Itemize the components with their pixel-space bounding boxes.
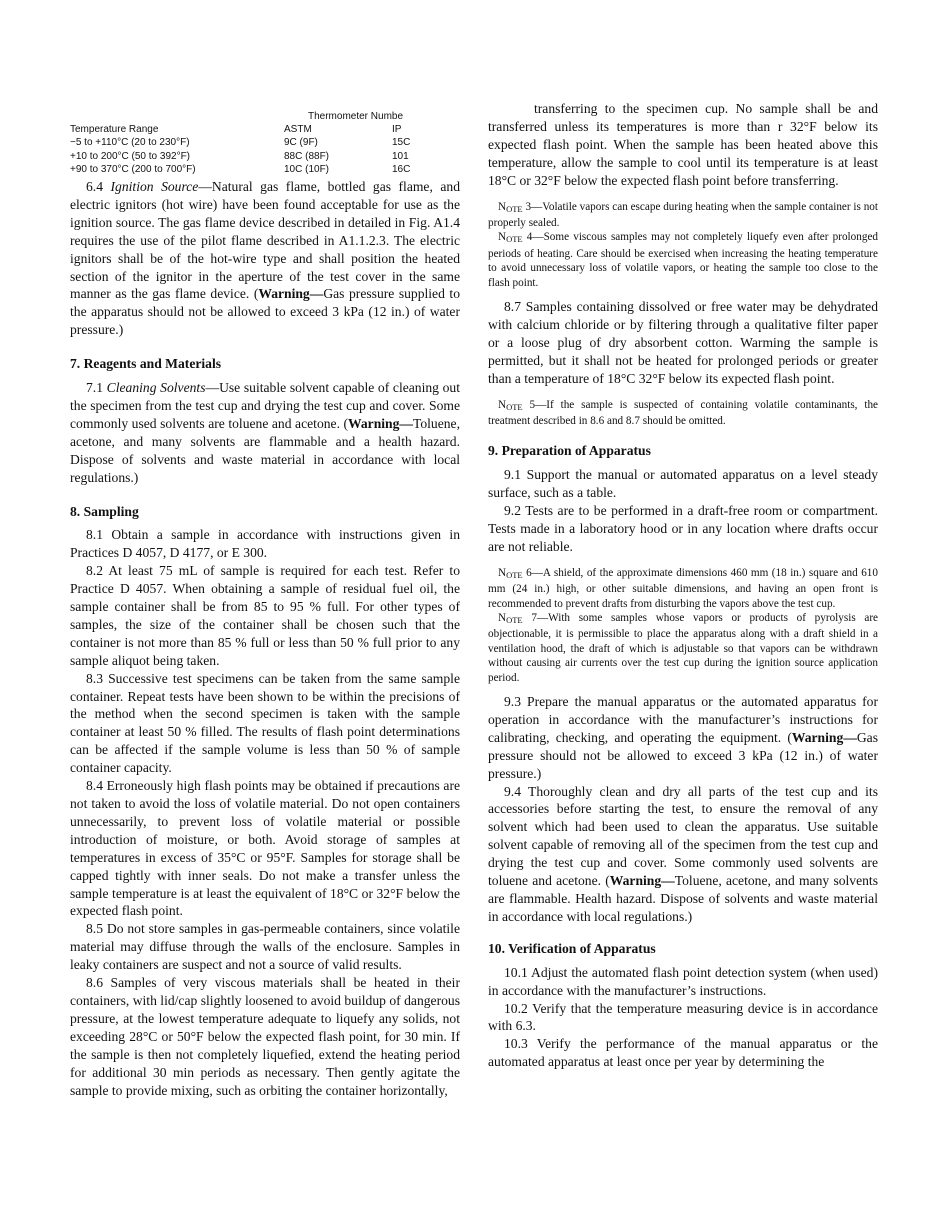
table-group-header: Thermometer Numbe (308, 111, 404, 122)
table-cell: 10C (10F) (284, 164, 330, 176)
paragraph-8-3: 8.3 Successive test specimens can be taken from the same sample container. Repeat tests have been shown to be within the precisions of the method when the second specimen is taken with the sample container at least 50 % filled. The results of flash point determinations can be affected if the sample volume is less than 50 % of sample container capacity. (70, 670, 460, 776)
table-col-header: IP (392, 124, 402, 135)
note-7: $N_{OTE}$ 7—With some samples whose vapors or products of pyrolysis are objectionable, it is permissible to place the apparatus along with a draft shield in a ventilation hood, the draft of which is adjustable so that vapors can be withdrawn without causing air currents over the test cup during the ignition source application period. (488, 611, 879, 684)
paragraph-8-2: 8.2 At least 75 mL of sample is required for each test. Refer to Practice D 4057. When obtaining a sample of residual fuel oil, the sample container shall be from 85 to 95 % full. For other types of samples, the size of the container shall be chosen such that the container is not more than 85 % full or less than 50 % full prior to any sample aliquot being taken. (70, 563, 460, 668)
paragraph-9-2: 9.2 Tests are to be performed in a draft-free room or compartment. Tests made in a laboratory hood or in any location where drafts occur are not reliable. (488, 503, 878, 554)
paragraph-10-2: 10.2 Verify that the temperature measuring device is in accordance with 6.3. (488, 1000, 878, 1034)
table-cell: 88C (88F) (284, 150, 330, 162)
paragraph-9-3: 9.3 Prepare the manual apparatus or the automated apparatus for operation in accordance with the manufacturer’s instructions for calibrating, checking, and operating the equipment. (Warning—Gas pressure should not be allowed to exceed 3 kPa (12 in.) of water pressure.) (488, 694, 878, 781)
table-cell: +10 to 200°C (50 to 392°F) (70, 150, 191, 162)
paragraph-8-7: 8.7 Samples containing dissolved or free water may be dehydrated with calcium chloride or by filtering through a qualitative filter paper or a loose plug of dry absorbent cotton. Warming the sample is permitted, but it shall not be heated for prolonged periods or greater than a temperature of 18°C 32°F below its expected flash point. (488, 298, 878, 386)
table-row (70, 150, 410, 163)
left-column (70, 100, 460, 1099)
table-cell: 9C (9F) (284, 137, 318, 149)
right-column (488, 100, 878, 1071)
note-5: $N_{OTE}$ 5—If the sample is suspected of containing volatile contaminants, the treatment described in 8.6 and 8.7 should be omitted. (488, 398, 879, 427)
section-heading-9: 9. Preparation of Apparatus (488, 443, 651, 459)
table-cell: −5 to +110°C (20 to 230°F) (70, 137, 190, 149)
table-row (70, 163, 410, 176)
paragraph-8-1: 8.1 Obtain a sample in accordance with instructions given in Practices D 4057, D 4177, or E 300. (70, 527, 460, 561)
paragraph-10-1: 10.1 Adjust the automated flash point detection system (when used) in accordance with the manufacturer’s instructions. (488, 964, 878, 998)
table-cell: 101 (392, 150, 409, 162)
table-row (70, 136, 410, 149)
table-header-row (70, 123, 410, 136)
note-4: $N_{OTE}$ 4—Some viscous samples may not completely liquefy even after prolonged periods of heating. Care should be exercised when increasing the heating temperature to avoid unnecessary loss of volatile vapors, or heating the sample too close to the flash point. (488, 231, 879, 289)
table-cell: +90 to 370°C (200 to 700°F) (70, 164, 196, 176)
note-3: $N_{OTE}$ 3—Volatile vapors can escape during heating when the sample container is not properly sealed. (488, 200, 878, 229)
thermometer-table (70, 100, 460, 176)
paragraph-10-3: 10.3 Verify the performance of the manual apparatus or the automated apparatus at least once per year by determining the (488, 1036, 878, 1070)
paragraph-9-1: 9.1 Support the manual or automated apparatus on a level steady surface, such as a table. (488, 467, 878, 501)
table-cell: 15C (392, 137, 410, 149)
table-col-header: Temperature Range (70, 124, 159, 135)
paragraph-8-4: 8.4 Erroneously high flash points may be obtained if precautions are not taken to avoid the loss of volatile material. Do not open containers unnecessarily, to prevent loss of volatile material or possible introduction of moisture, or both. Avoid storage of samples at temperatures in excess of 35°C or 95°F. Samples for storage shall be capped tightly with inner seals. Do not make a transfer unless the sample temperature is at least the equivalent of 18°C or 32°F below the expected flash point. (70, 778, 460, 919)
paragraph-9-4: 9.4 Thoroughly clean and dry all parts of the test cup and its accessories before starting the test, to ensure the removal of any solvent which had been used to clean the apparatus. Use suitable solvent capable of removing all of the specimen from the test cup and drying the test cup and cover. Some commonly used solvents are toluene and acetone. (Warning—Toluene, acetone, and many solvents are flammable. Health hazard. Dispose of solvents and waste material in accordance with local regulations.) (488, 783, 879, 924)
paragraph-8-6: 8.6 Samples of very viscous materials shall be heated in their containers, with lid/cap slightly loosened to avoid buildup of dangerous pressure, at the lowest temperature adequate to liquefy any solids, not exceeding 28°C or 50°F below the expected flash point, for 30 min. If the sample is then not completely liquefied, extend the heating period for additional 30 min periods as necessary. Then gently agitate the sample to provide mixing, such as orbiting the container horizontally, (70, 975, 460, 1098)
paragraph-7-1: 7.1 Cleaning Solvents—Use suitable solvent capable of cleaning out the specimen from the test cup and drying the test cup and cover. Some commonly used solvents are toluene and acetone. (Warning—Toluene, acetone, and many solvents are flammable and a health hazard. Dispose of solvents and waste material in accordance with local regulations.) (70, 380, 460, 485)
table-col-header: ASTM (284, 124, 312, 135)
note-6: $N_{OTE}$ 6—A shield, of the approximate dimensions 460 mm (18 in.) square and 610 mm (24 in.) high, or other suitable dimensions, and having an open front is recommended to prevent drafts from disturbing the vapors above the test cup. (488, 566, 878, 610)
paragraph-8-5: 8.5 Do not store samples in gas-permeable containers, since volatile material may diffuse through the walls of the enclosure. Samples in leaky containers are suspect and not a source of valid results. (70, 921, 460, 973)
table-cell: 16C (392, 164, 410, 176)
section-heading-7: 7. Reagents and Materials (70, 356, 222, 372)
section-heading-8: 8. Sampling (70, 503, 139, 519)
paragraph-6-4: 6.4 Ignition Source—Natural gas flame, bottled gas flame, and electric ignitors (hot wire) have been found acceptable for use as the ignition source. The gas flame device described in detailed in Fig. A1.4 requires the use of the pilot flame described in A1.1.2.3. The electric ignitors shall be of the hot-wire type and shall position the heated section of the ignitor in the aperture of the test cover in the same manner as the gas flame device. (Warning—Gas pressure supplied to the apparatus should not be allowed to exceed 3 kPa (12 in.) of water pressure.) (70, 179, 460, 338)
paragraph-8-6-continued: transferring to the specimen cup. No sample shall be and transferred unless its temperatures is more than r 32°F below its expected flash point. When the sample has been heated above this temperature, allow the sample to cool until its temperature is at least 18°C or 32°F below the expected flash point before transferring. (488, 101, 878, 188)
section-heading-10: 10. Verification of Apparatus (488, 940, 656, 956)
